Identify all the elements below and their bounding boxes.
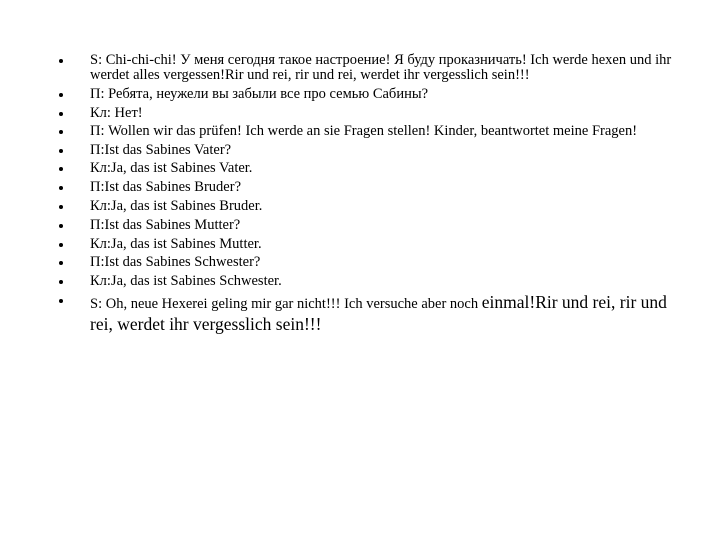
bullet-dot-icon	[59, 205, 63, 209]
bullet-dot-icon	[59, 93, 63, 97]
list-item	[56, 86, 676, 103]
list-item-text: Кл:Ja, das ist Sabines Bruder.	[90, 197, 263, 214]
bullet-dot-icon	[59, 280, 63, 284]
list-item-text: П:Ist das Sabines Schwester?	[90, 254, 261, 271]
list-item	[56, 254, 676, 271]
bullet-dot-icon	[59, 243, 63, 247]
bullet-dot-icon	[59, 167, 63, 171]
list-item-text: S: Chi-chi-chi! У меня сегодня такое настроение! Я буду проказничать! Ich werde hexen und ihr werdet alles vergessen!Rir und rei, rir und rei, werdet ihr vergesslich sein!!!	[90, 52, 672, 83]
bullet-dot-icon	[59, 149, 63, 153]
list-item	[56, 142, 676, 159]
list-item	[56, 217, 676, 234]
bullet-dot-icon	[59, 130, 63, 134]
list-item	[56, 292, 676, 335]
list-item	[56, 124, 676, 139]
list-item	[56, 198, 676, 215]
bullet-dot-icon	[59, 59, 63, 63]
list-item	[56, 160, 676, 177]
bullet-dot-icon	[59, 261, 63, 265]
list-item-text: Кл:Ja, das ist Sabines Schwester.	[90, 273, 282, 290]
bullet-dot-icon	[59, 299, 63, 303]
list-item	[56, 273, 676, 290]
list-item-text: П:Ist das Sabines Bruder?	[90, 179, 242, 196]
list-item-text: Кл:Ja, das ist Sabines Mutter.	[90, 235, 262, 252]
list-item-text-large: einmal!Rir und rei, rir und rei, werdet ihr vergesslich sein!!!	[90, 291, 667, 334]
list-item	[56, 53, 676, 83]
bullet-dot-icon	[59, 224, 63, 228]
bullet-dot-icon	[59, 186, 63, 190]
bullet-list	[56, 53, 676, 337]
list-item	[56, 236, 676, 253]
list-item-text-small: S: Oh, neue Hexerei geling mir gar nicht!!! Ich versuche aber noch	[90, 295, 482, 312]
list-item-text: П:Ist das Sabines Mutter?	[90, 216, 241, 233]
list-item-text: П:Ist das Sabines Vater?	[90, 141, 232, 158]
list-item-text: Кл: Нет!	[90, 104, 143, 121]
list-item	[56, 105, 676, 122]
list-item-text: Кл:Ja, das ist Sabines Vater.	[90, 160, 253, 177]
bullet-dot-icon	[59, 112, 63, 116]
list-item-text: П: Ребята, неужели вы забыли все про семью Сабины?	[90, 86, 429, 102]
list-item	[56, 179, 676, 196]
list-item-text: П: Wollen wir das prüfen! Ich werde an sie Fragen stellen! Kinder, beantwortet meine Fragen!	[90, 122, 638, 139]
